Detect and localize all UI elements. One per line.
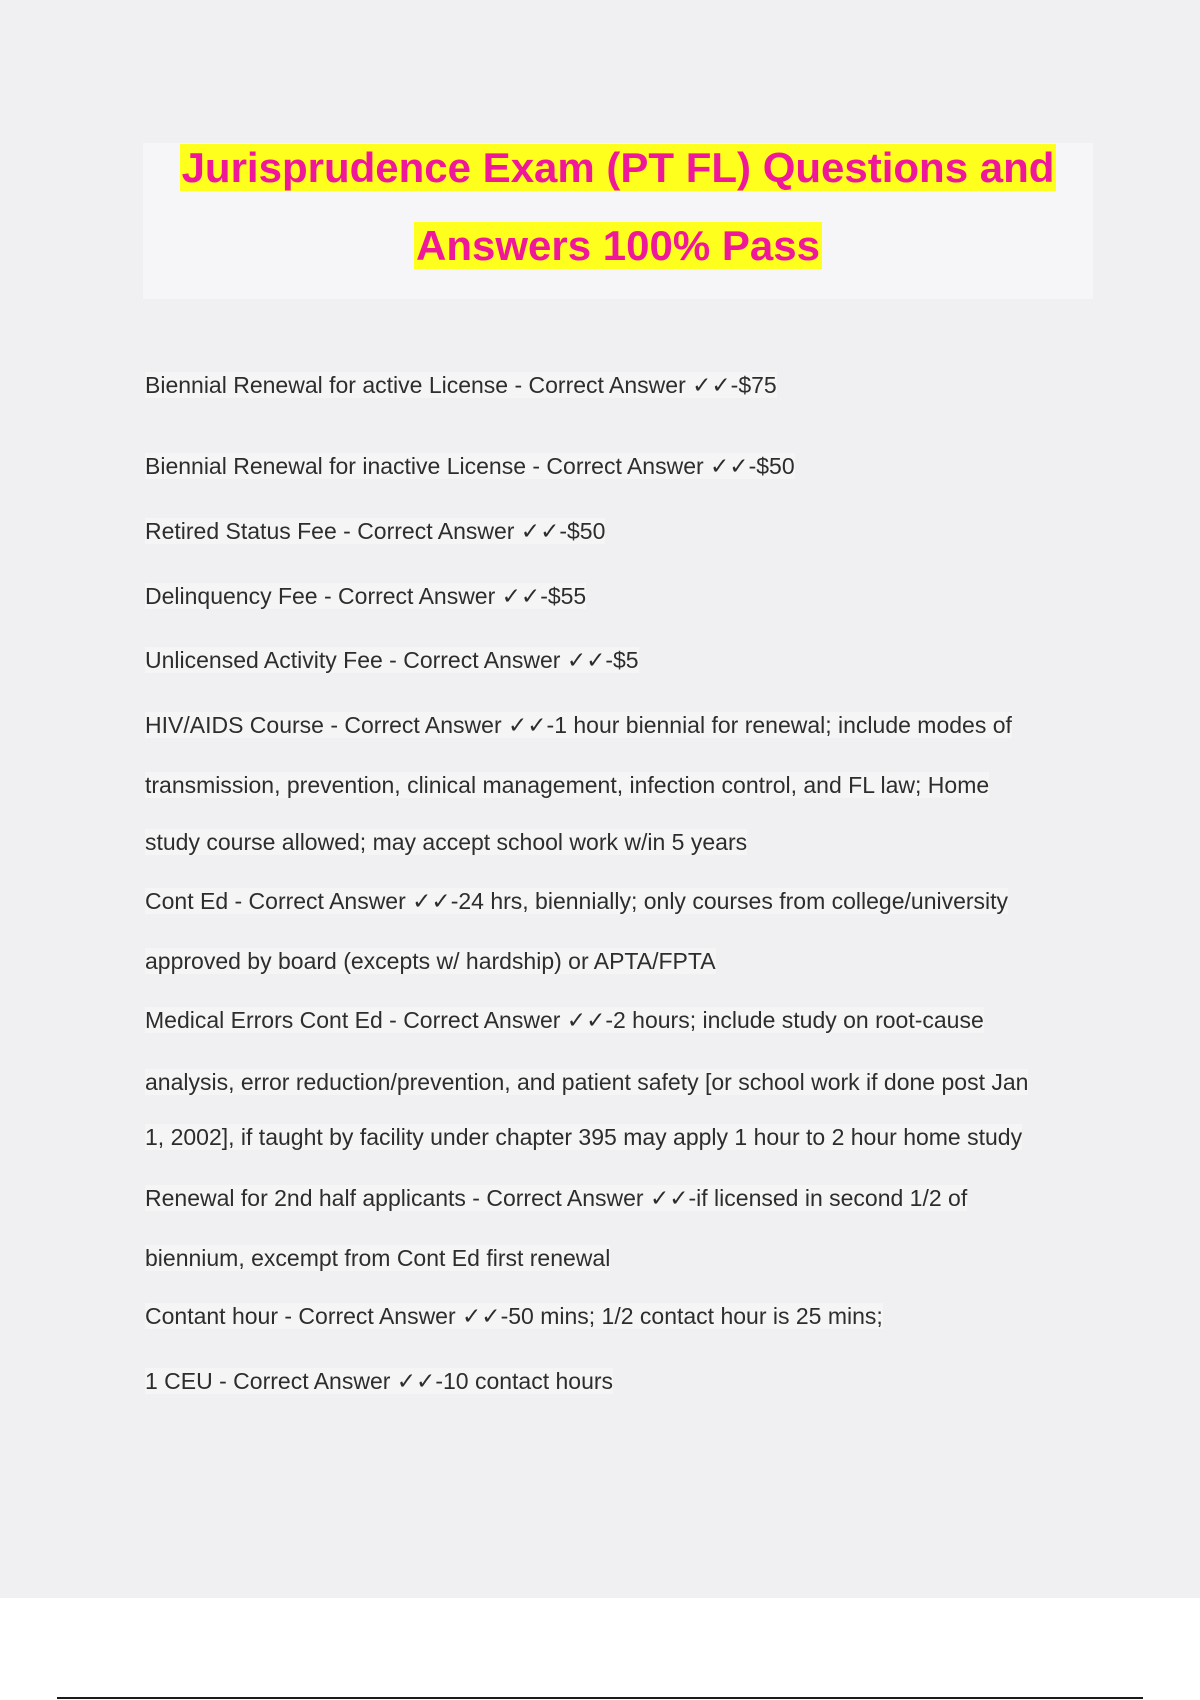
- text-line-content: biennium, excempt from Cont Ed first renewal: [145, 1245, 611, 1271]
- text-line-content: transmission, prevention, clinical management, infection control, and FL law; Home: [145, 772, 990, 798]
- text-line-content: 1 CEU - Correct Answer ✓✓-10 contact hours: [145, 1368, 614, 1394]
- text-line-content: Medical Errors Cont Ed - Correct Answer ✓✓-2 hours; include study on root-cause: [145, 1007, 984, 1033]
- title-block: [143, 143, 1093, 299]
- text-line: [145, 947, 1105, 976]
- text-line: [145, 452, 1105, 481]
- text-line-content: analysis, error reduction/prevention, and patient safety [or school work if done post Jan: [145, 1069, 1029, 1095]
- text-line-content: Renewal for 2nd half applicants - Correct Answer ✓✓-if licensed in second 1/2 of: [145, 1185, 968, 1211]
- text-line: [145, 1006, 1105, 1035]
- text-line: [145, 646, 1105, 675]
- text-line-content: study course allowed; may accept school work w/in 5 years: [145, 829, 748, 855]
- title-highlight-2: Answers 100% Pass: [416, 222, 820, 269]
- text-line-content: Unlicensed Activity Fee - Correct Answer ✓✓-$5: [145, 647, 639, 673]
- text-line-content: Biennial Renewal for inactive License - Correct Answer ✓✓-$50: [145, 453, 795, 479]
- text-line: [145, 771, 1105, 800]
- text-line: [145, 1184, 1105, 1213]
- text-line-content: Contant hour - Correct Answer ✓✓-50 mins; 1/2 contact hour is 25 mins;: [145, 1303, 883, 1329]
- text-line: [145, 1068, 1105, 1097]
- text-line-content: approved by board (excepts w/ hardship) or APTA/FPTA: [145, 948, 716, 974]
- text-line: [145, 371, 1105, 400]
- text-line-content: Retired Status Fee - Correct Answer ✓✓-$50: [145, 518, 606, 544]
- text-line: [145, 1123, 1105, 1152]
- page-title-line-1: [143, 143, 1093, 193]
- page-title-line-2: [143, 221, 1093, 271]
- text-line: [145, 1244, 1105, 1273]
- text-line: [145, 887, 1105, 916]
- text-line: [145, 1302, 1105, 1331]
- text-line-content: Cont Ed - Correct Answer ✓✓-24 hrs, biennially; only courses from college/university: [145, 888, 1009, 914]
- text-line: [145, 1367, 1105, 1396]
- text-line: [145, 828, 1105, 857]
- footer-divider: [57, 1697, 1143, 1699]
- text-line: [145, 711, 1105, 740]
- text-line: [145, 517, 1105, 546]
- text-line-content: Delinquency Fee - Correct Answer ✓✓-$55: [145, 583, 587, 609]
- text-line-content: Biennial Renewal for active License - Correct Answer ✓✓-$75: [145, 372, 777, 398]
- text-line-content: HIV/AIDS Course - Correct Answer ✓✓-1 hour biennial for renewal; include modes of: [145, 712, 1012, 738]
- text-line-content: 1, 2002], if taught by facility under chapter 395 may apply 1 hour to 2 hour home study: [145, 1124, 1023, 1150]
- text-line: [145, 582, 1105, 611]
- title-highlight-1: Jurisprudence Exam (PT FL) Questions and: [181, 144, 1055, 191]
